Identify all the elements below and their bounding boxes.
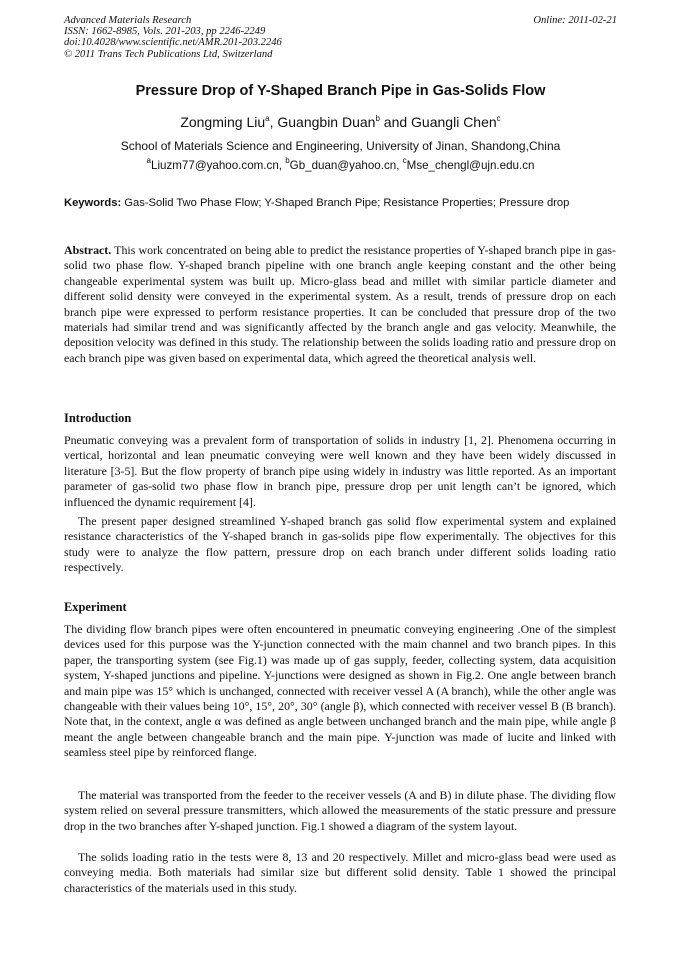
author-name: Zongming Liu [180,114,266,130]
experiment-paragraph: The dividing flow branch pipes were often encountered in pneumatic conveying engineering .One of the simplest devices used for this purpose was the Y-junction connected with the main channel and two branch pipes. In this paper, the transporting system (see Fig.1) was made up of gas supply, feeder, collecting system, data acquisition system, Y-shaped junctions and pipeline. Y-junctions were designed as shown in Fig.2. One angle between branch and main pipe was 15° which is unchanged, connected with receiver vessel A (A branch), while the other angle was changeable with their values being 10°, 15°, 20°, 30° (angle β), which connected with receiver vessel B (B branch). Note that, in the context, angle α was defined as angle between unchanged branch and the main pipe, while angle β meant the angle between changeable branch and the main pipe. Y-junction was made of lucite and linked with seamless steel pipe by reinforced flange. [64,622,616,760]
keywords-label: Keywords: [64,197,122,209]
abstract [64,243,616,366]
keywords-text: Gas-Solid Two Phase Flow; Y-Shaped Branch Pipe; Resistance Properties; Pressure drop [121,197,570,209]
author-name: Guangli Chen [411,114,497,130]
experiment-heading: Experiment [64,600,127,614]
introduction-heading: Introduction [64,411,132,425]
journal-name: Advanced Materials Research [64,15,192,26]
email-superscript: c [402,156,407,165]
doi-line: doi:10.4028/www.scientific.net/AMR.201-203.2246 [64,37,282,49]
email-address: Mse_chengl@ujn.edu.cn [406,159,535,172]
experiment-paragraph: The material was transported from the feeder to the receiver vessels (A and B) in dilute phase. The dividing flow system relied on several pressure transmitters, which allowed the measurements of the static pressure and pressure drop in the two branches after Y-shaped junction. Fig.1 showed a diagram of the system layout. [64,788,616,833]
email-list [64,156,617,172]
journal-header [64,15,617,60]
author-superscript: a [265,114,270,123]
online-date: Online: 2011-02-21 [533,15,617,26]
introduction-paragraph: The present paper designed streamlined Y-shaped branch gas solid flow experimental system and explained resistance characteristics of the Y-shaped branch in gas-solids pipe flow experimentally. The objectives for this study were to analyze the flow pattern, pressure drop on each branch under different solids loading ratio respectively. [64,514,616,575]
author-name: Guangbin Duan [277,114,376,130]
author-separator: , [269,114,278,130]
experiment-paragraph: The solids loading ratio in the tests were 8, 13 and 20 respectively. Millet and micro-glass bead were used as conveying media. Both materials had similar size but different solid density. Table 1 showed the principal characteristics of the materials used in this study. [64,850,616,895]
author-list [64,114,617,130]
abstract-text: This work concentrated on being able to predict the resistance properties of Y-shaped branch pipe in gas-solid two phase flow. Y-shaped branch pipeline with one branch angle keeping constant and the other being changeable experimental system was built up. Micro-glass bead and millet with similar particle diameter and different solid density were conveyed in the experimental system. As a result, trends of pressure drop on each branch pipe were expressed to perform resistance properties. It can be concluded that pressure drop of the two materials had similar trend and was significantly affected by the branch angle and gas velocity. Meanwhile, the deposition velocity was defined in this study. The relationship between the solids loading ratio and pressure drop on each branch pipe was given based on experimental data, which agreed the theoretical analysis well. [64,243,616,365]
author-separator: and [379,114,412,130]
keywords [64,196,616,212]
issn-line: ISSN: 1662-8985, Vols. 201-203, pp 2246-2249 [64,26,266,38]
email-superscript: a [146,156,151,165]
email-superscript: b [285,156,290,165]
author-superscript: c [496,114,501,123]
email-address: Liuzm77@yahoo.com.cn, [151,159,286,172]
introduction-paragraph: Pneumatic conveying was a prevalent form of transportation of solids in industry [1, 2]. Phenomena occurring in vertical, horizontal and lean pneumatic conveying were well known and they have been widely discussed in literature [3-5]. But the flow property of branch pipe using widely in industry was little reported. As an important parameter of gas-solid two phase flow in branch pipe, pressure drop per unit length can’t be ignored, which influenced the dynamic requirement [4]. [64,433,616,509]
affiliation: School of Materials Science and Engineering, University of Jinan, Shandong,China [120,139,561,153]
abstract-label: Abstract. [64,243,112,257]
copyright-line: © 2011 Trans Tech Publications Ltd, Switzerland [64,48,273,60]
author-superscript: b [375,114,380,123]
email-address: Gb_duan@yahoo.cn, [289,159,403,172]
paper-title: Pressure Drop of Y-Shaped Branch Pipe in Gas-Solids Flow [135,83,546,99]
